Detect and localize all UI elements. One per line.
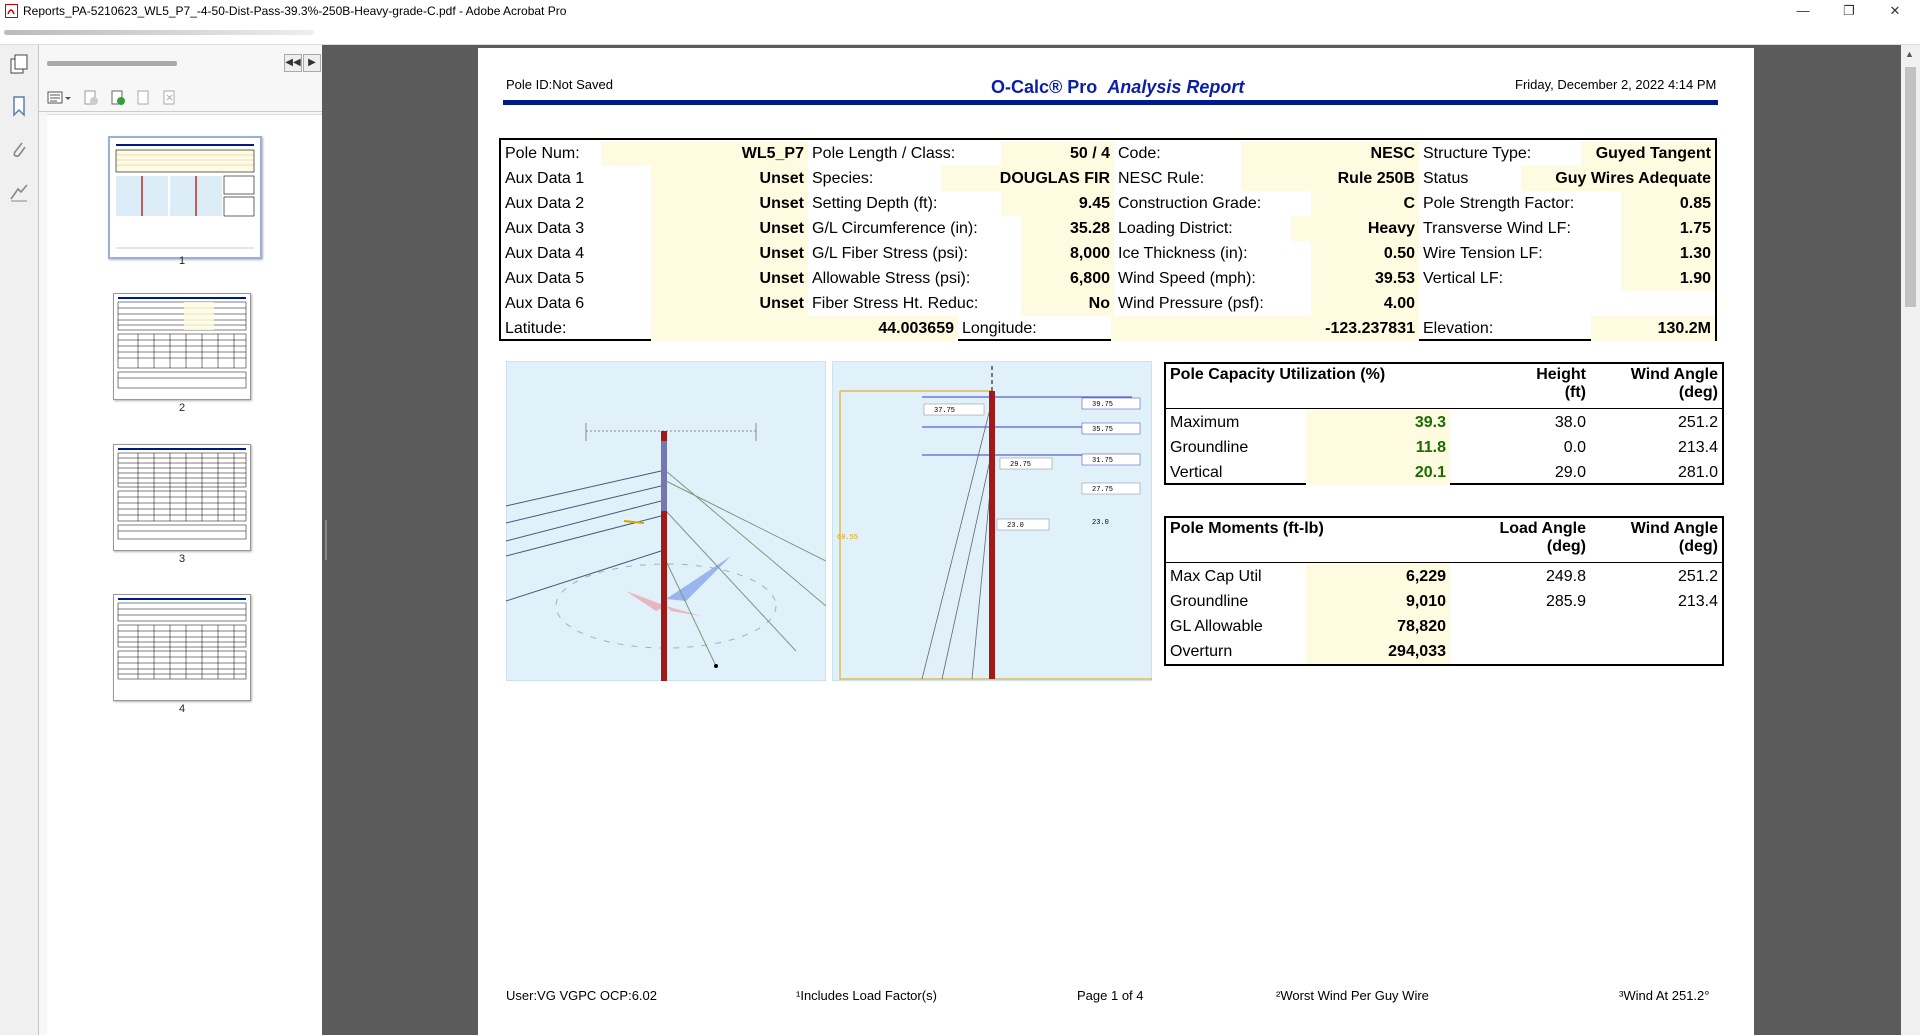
aux5-value: Unset <box>651 266 808 291</box>
code-value: NESC <box>1241 141 1419 166</box>
table-row <box>1166 639 1722 664</box>
label-31-75: 31.75 <box>1092 457 1114 465</box>
row-value: 20.1 <box>1306 460 1450 485</box>
nesc-rule-value: Rule 250B <box>1241 166 1419 191</box>
ice-thickness-value: 0.50 <box>1311 241 1419 266</box>
gl-circumference-value: 35.28 <box>1021 216 1114 241</box>
pdf-file-icon <box>5 4 18 18</box>
row-value: 39.3 <box>1306 410 1450 435</box>
aux1-label: Aux Data 1 <box>505 170 585 187</box>
wind-speed-label: Wind Speed (mph): <box>1118 270 1256 287</box>
footer-note-2: ²Worst Wind Per Guy Wire <box>1276 988 1429 1003</box>
label-39-75: 39.75 <box>1092 401 1114 409</box>
code-label: Code: <box>1118 145 1161 162</box>
row-value: 11.8 <box>1306 435 1450 460</box>
elevation-label: Elevation: <box>1423 320 1494 337</box>
row-value: 9,010 <box>1306 589 1450 614</box>
status-value: Guy Wires Adequate <box>1521 166 1715 191</box>
species-label: Species: <box>812 170 874 187</box>
aux3-value: Unset <box>651 216 808 241</box>
thumbnail-label-1: 1 <box>178 255 186 267</box>
panel-splitter[interactable] <box>322 45 330 1035</box>
label-23-0-left: 23.0 <box>1007 522 1024 530</box>
label-29-75: 29.75 <box>1010 461 1032 469</box>
transverse-wind-lf-label: Transverse Wind LF: <box>1423 220 1571 237</box>
label-60-55: 60.55 <box>837 534 859 542</box>
aux4-value: Unset <box>651 241 808 266</box>
row-wind: 251.2 <box>1677 414 1718 431</box>
loading-district-label: Loading District: <box>1118 220 1233 237</box>
moments-col-wind: Wind Angle <box>1630 520 1718 537</box>
moments-header: Pole Moments (ft-lb) <box>1170 520 1324 537</box>
vertical-scrollbar[interactable] <box>1901 45 1920 1035</box>
transverse-wind-lf-value: 1.75 <box>1621 216 1715 241</box>
thumbnail-label-3: 3 <box>178 553 186 565</box>
footer-note-1: ¹Includes Load Factor(s) <box>796 988 937 1003</box>
scrollbar-thumb[interactable] <box>1905 67 1916 307</box>
pole-length-label: Pole Length / Class: <box>812 145 956 162</box>
capacity-col-height: Height <box>1536 366 1586 383</box>
row-label: Maximum <box>1170 414 1240 431</box>
thumbnail-preview <box>112 140 258 255</box>
thumbnail-label-2: 2 <box>178 402 186 414</box>
label-35-75: 35.75 <box>1092 426 1114 434</box>
wind-speed-value: 39.53 <box>1311 266 1419 291</box>
longitude-label: Longitude: <box>962 320 1037 337</box>
capacity-col-height-unit: (ft) <box>1564 384 1586 401</box>
row-value: 6,229 <box>1306 564 1450 589</box>
table-row <box>1166 460 1722 485</box>
row-wind: 251.2 <box>1677 568 1718 585</box>
table-row <box>1166 435 1722 460</box>
attachments-icon[interactable] <box>8 138 30 160</box>
aux6-label: Aux Data 6 <box>505 295 585 312</box>
thumbnail-options-icon[interactable] <box>47 89 73 107</box>
row-label: Overturn <box>1170 643 1233 660</box>
title-bar <box>0 0 1920 22</box>
report-title-main: O-Calc® Pro <box>991 77 1098 97</box>
elevation-value: 130.2M <box>1591 316 1715 341</box>
wire-tension-lf-value: 1.30 <box>1621 241 1715 266</box>
aux4-label: Aux Data 4 <box>505 245 585 262</box>
row-value: 78,820 <box>1306 614 1450 639</box>
row-label: Vertical <box>1170 464 1223 481</box>
pole-length-value: 50 / 4 <box>1001 141 1114 166</box>
aux2-label: Aux Data 2 <box>505 195 585 212</box>
structure-type-label: Structure Type: <box>1423 145 1532 162</box>
page-thumbnail-1[interactable] <box>108 136 262 259</box>
footer-user: User:VG VGPC OCP:6.02 <box>506 988 657 1003</box>
minimize-button[interactable]: — <box>1796 3 1810 18</box>
vertical-lf-value: 1.90 <box>1621 266 1715 291</box>
thumbnail-preview <box>114 294 250 399</box>
gl-circumference-label: G/L Circumference (in): <box>812 220 978 237</box>
page-thumbnail-2[interactable] <box>113 293 251 400</box>
aux1-value: Unset <box>651 166 808 191</box>
construction-grade-label: Construction Grade: <box>1118 195 1262 212</box>
pole-elevation-view <box>832 361 1152 681</box>
page-thumbnails-icon[interactable] <box>8 53 30 75</box>
title-rule <box>503 100 1718 105</box>
report-date: Friday, December 2, 2022 4:14 PM <box>1515 77 1717 92</box>
pole-info-table <box>499 138 1717 341</box>
aux3-label: Aux Data 3 <box>505 220 585 237</box>
gl-fiber-stress-value: 8,000 <box>1021 241 1114 266</box>
aux5-label: Aux Data 5 <box>505 270 585 287</box>
pdf-page <box>478 48 1754 1035</box>
wind-pressure-label: Wind Pressure (psf): <box>1118 295 1264 312</box>
report-title-sub: Analysis Report <box>1107 77 1245 97</box>
row-height: 0.0 <box>1563 439 1586 456</box>
signatures-icon[interactable] <box>8 181 30 203</box>
row-wind: 213.4 <box>1677 593 1718 610</box>
vertical-lf-label: Vertical LF: <box>1423 270 1504 287</box>
label-37-75: 37.75 <box>934 407 956 415</box>
fiber-stress-reduc-label: Fiber Stress Ht. Reduc: <box>812 295 979 312</box>
capacity-header: Pole Capacity Utilization (%) <box>1170 366 1386 383</box>
delete-pages-icon[interactable] <box>161 89 179 107</box>
panel-title-blurred <box>47 61 177 66</box>
pole-strength-factor-label: Pole Strength Factor: <box>1423 195 1575 212</box>
navigation-rail <box>0 45 39 1035</box>
footer-page-number: Page 1 of 4 <box>1077 988 1144 1003</box>
close-button[interactable]: ✕ <box>1889 3 1901 18</box>
fiber-stress-reduc-value: No <box>1021 291 1114 316</box>
construction-grade-value: C <box>1311 191 1419 216</box>
footer-note-3: ³Wind At 251.2° <box>1619 988 1710 1003</box>
table-row <box>1166 589 1722 614</box>
capacity-col-wind-unit: (deg) <box>1678 384 1718 401</box>
row-height: 38.0 <box>1554 414 1586 431</box>
extract-pages-icon[interactable] <box>109 89 127 107</box>
table-row <box>1166 564 1722 589</box>
row-label: Groundline <box>1170 439 1249 456</box>
bookmarks-icon[interactable] <box>8 95 30 117</box>
species-value: DOUGLAS FIR <box>941 166 1114 191</box>
setting-depth-label: Setting Depth (ft): <box>812 195 938 212</box>
row-height: 29.0 <box>1554 464 1586 481</box>
loading-district-value: Heavy <box>1291 216 1419 241</box>
thumbnail-toolbar <box>39 85 322 112</box>
moments-col-load-unit: (deg) <box>1546 538 1586 555</box>
pole-num-label: Pole Num: <box>505 145 580 162</box>
allowable-stress-value: 6,800 <box>1021 266 1114 291</box>
moments-col-load: Load Angle <box>1499 520 1586 537</box>
capacity-col-wind: Wind Angle <box>1630 366 1718 383</box>
report-title <box>991 77 1244 98</box>
blurred-menu <box>4 30 314 35</box>
ice-thickness-label: Ice Thickness (in): <box>1118 245 1248 262</box>
nesc-rule-label: NESC Rule: <box>1118 170 1205 187</box>
row-label: GL Allowable <box>1170 618 1263 635</box>
setting-depth-value: 9.45 <box>1001 191 1114 216</box>
table-row <box>1166 410 1722 435</box>
pole-3d-view <box>506 361 826 681</box>
row-wind: 281.0 <box>1677 464 1718 481</box>
insert-pages-icon[interactable] <box>82 89 100 107</box>
row-label: Groundline <box>1170 593 1249 610</box>
longitude-value: -123.237831 <box>1111 316 1419 341</box>
allowable-stress-label: Allowable Stress (psi): <box>812 270 971 287</box>
status-label: Status <box>1423 170 1469 187</box>
structure-type-value: Guyed Tangent <box>1581 141 1715 166</box>
pole-num-value: WL5_P7 <box>601 141 808 166</box>
moments-col-wind-unit: (deg) <box>1678 538 1718 555</box>
window-title: Reports_PA-5210623_WL5_P7_-4-50-Dist-Pass-39.3%-250B-Heavy-grade-C.pdf - Adobe Acrobat Pro <box>23 4 567 18</box>
gl-fiber-stress-label: G/L Fiber Stress (psi): <box>812 245 968 262</box>
menu-strip <box>0 22 1920 45</box>
row-label: Max Cap Util <box>1170 568 1262 585</box>
row-load: 285.9 <box>1545 593 1586 610</box>
restore-button[interactable]: ❐ <box>1843 3 1855 18</box>
wire-tension-lf-label: Wire Tension LF: <box>1423 245 1543 262</box>
aux2-value: Unset <box>651 191 808 216</box>
wind-pressure-value: 4.00 <box>1311 291 1419 316</box>
aux6-value: Unset <box>651 291 808 316</box>
pole-strength-factor-value: 0.85 <box>1621 191 1715 216</box>
thumbnail-preview <box>114 595 250 700</box>
pole-id: Pole ID:Not Saved <box>506 77 613 92</box>
page-thumbnail-3[interactable] <box>113 444 251 551</box>
scroll-up-icon[interactable]: ▲ <box>1905 49 1914 59</box>
table-row <box>1166 614 1722 639</box>
panel-options-button[interactable]: ▶ <box>303 54 321 72</box>
page-thumbnail-4[interactable] <box>113 594 251 701</box>
row-value: 294,033 <box>1306 639 1450 664</box>
collapse-panel-button[interactable]: ◀◀ <box>284 54 302 72</box>
label-27-75: 27.75 <box>1092 486 1114 494</box>
latitude-value: 44.003659 <box>651 316 958 341</box>
pole-moments-table <box>1164 516 1724 666</box>
label-23-0-right: 23.0 <box>1092 519 1109 527</box>
row-load: 249.8 <box>1545 568 1586 585</box>
row-wind: 213.4 <box>1677 439 1718 456</box>
rotate-pages-icon[interactable] <box>135 89 153 107</box>
capacity-utilization-table <box>1164 362 1724 485</box>
thumbnail-preview <box>114 445 250 550</box>
latitude-label: Latitude: <box>505 320 567 337</box>
thumbnail-label-4: 4 <box>178 703 186 715</box>
